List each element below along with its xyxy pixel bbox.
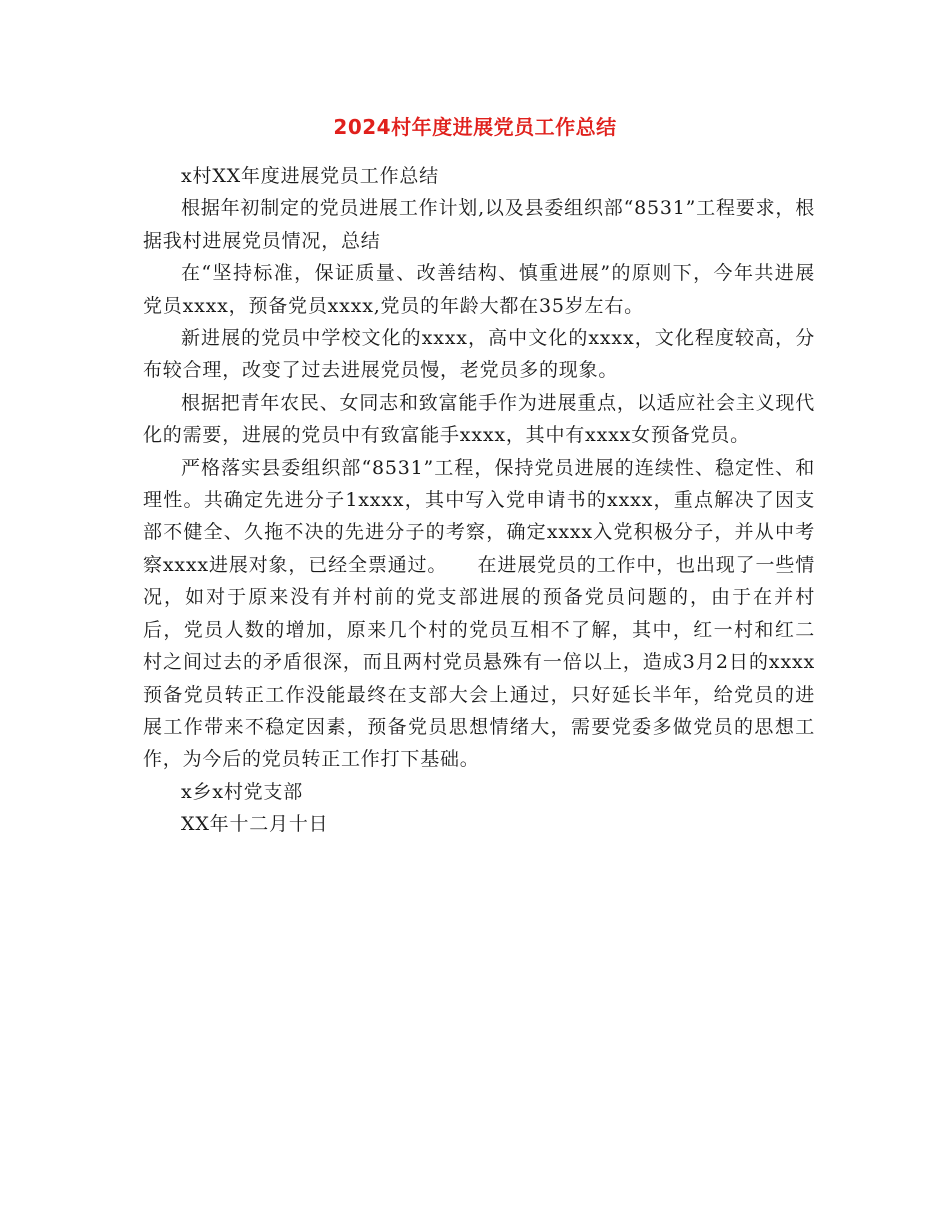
paragraph-principle: 在“坚持标准，保证质量、改善结构、慎重进展”的原则下，今年共进展党员xxxx，预备党员xxxx,党员的年龄大都在35岁左右。 xyxy=(143,262,815,317)
signature-date: XX年十二月十日 xyxy=(181,813,329,836)
document-body xyxy=(143,160,815,841)
paragraph-basis: 根据年初制定的党员进展工作计划,以及县委组织部“8531”工程要求，根据我村进展党员情况，总结 xyxy=(143,197,815,252)
signature-branch: x乡x村党支部 xyxy=(181,780,304,803)
paragraph-implementation: 严格落实县委组织部“8531”工程，保持党员进展的连续性、稳定性、和理性。共确定先进分子1xxxx，其中写入党申请书的xxxx，重点解决了因支部不健全、久拖不决的先进分子的考察，确定xxxx入党积极分子，并从中考察xxxx进展对象，已经全票通过。 在进展党员的工作中，也出现了一些情况，如对于原来没有并村前的党支部进展的预备党员问题的，由于在并村后，党员人数的增加，原来几个村的党员互相不了解，其中，红一村和红二村之间过去的矛盾很深，而且两村党员悬殊有一倍以上，造成3月2日的xxxx预备党员转正工作没能最终在支部大会上通过，只好延长半年，给党员的进展工作带来不稳定因素，预备党员思想情绪大，需要党委多做党员的思想工作，为今后的党员转正工作打下基础。 xyxy=(143,456,815,771)
document-title: 2024村年度进展党员工作总结 xyxy=(333,115,617,139)
paragraph-education: 新进展的党员中学校文化的xxxx，高中文化的xxxx，文化程度较高，分布较合理，改变了过去进展党员慢，老党员多的现象。 xyxy=(143,327,815,382)
paragraph-subtitle: x村XX年度进展党员工作总结 xyxy=(181,165,439,187)
paragraph-focus: 根据把青年农民、女同志和致富能手作为进展重点，以适应社会主义现代化的需要，进展的党员中有致富能手xxxx，其中有xxxx女预备党员。 xyxy=(143,391,815,447)
